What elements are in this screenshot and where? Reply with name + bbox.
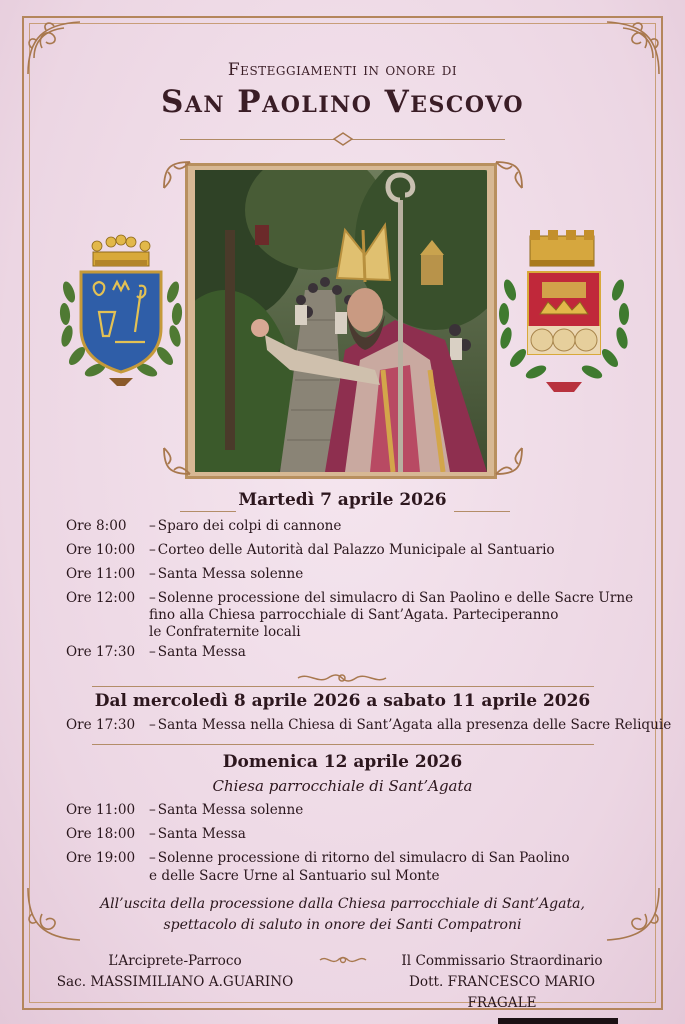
schedule-row <box>66 717 671 734</box>
event-description: Sparo dei colpi di cannone <box>157 518 342 534</box>
day1-title: Martedì 7 aprile 2026 <box>238 490 447 510</box>
event-time: Ore 18:00 <box>66 826 136 842</box>
schedule-row <box>66 826 246 843</box>
schedule-row <box>66 802 303 819</box>
divider <box>92 686 594 687</box>
event-description: Corteo delle Autorità dal Palazzo Municipale al Santuario <box>157 542 555 558</box>
frame-ornament-icon <box>160 158 194 192</box>
schedule-row <box>66 542 555 559</box>
day2-title: Dal mercoledì 8 aprile 2026 a sabato 11 aprile 2026 <box>94 691 591 711</box>
event-description: Santa Messa <box>157 644 246 660</box>
event-description: Solenne processione di ritorno del simulacro di San Paolino <box>157 850 570 866</box>
dash: – <box>149 802 156 818</box>
event-description: Santa Messa nella Chiesa di Sant’Agata alla presenza delle Sacre Reliquie <box>157 717 672 733</box>
event-time: Ore 10:00 <box>66 542 136 558</box>
day3-title: Domenica 12 aprile 2026 <box>222 752 463 772</box>
event-description-continued: le Confraternite locali <box>149 624 301 640</box>
dash: – <box>149 542 156 558</box>
dash: – <box>149 566 156 582</box>
dash: – <box>149 826 156 842</box>
frame-ornament-icon <box>492 158 526 192</box>
signature-name: Dott. FRANCESCO MARIO FRAGALE <box>408 974 596 1011</box>
event-time: Ore 11:00 <box>66 566 136 582</box>
signature-role: Il Commissario Straordinario <box>401 953 603 969</box>
signature-role: L’Arciprete-Parroco <box>108 953 242 969</box>
schedule-row <box>66 518 341 535</box>
schedule-row <box>66 850 570 867</box>
dash: – <box>149 518 156 534</box>
event-time: Ore 17:30 <box>66 717 136 733</box>
schedule-row <box>66 644 246 661</box>
header-subtitle: Festeggiamenti in onore di <box>227 60 458 80</box>
event-description: Solenne processione del simulacro di San Paolino e delle Sacre Urne <box>157 590 634 606</box>
dash: – <box>149 644 156 660</box>
event-time: Ore 8:00 <box>66 518 127 534</box>
right-coat-of-arms-icon <box>496 230 632 398</box>
divider <box>92 744 594 745</box>
bottom-edge-bar <box>498 1018 618 1024</box>
diamond-ornament-icon <box>332 132 354 146</box>
saint-procession-photo <box>195 170 487 472</box>
event-time: Ore 12:00 <box>66 590 136 606</box>
signature-left <box>55 951 295 993</box>
dash: – <box>149 590 156 606</box>
signature-name: Sac. MASSIMILIANO A.GUARINO <box>56 974 294 990</box>
event-description: Santa Messa solenne <box>157 802 304 818</box>
event-description-continued: e delle Sacre Urne al Santuario sul Monte <box>149 868 440 884</box>
scroll-ornament-icon <box>318 953 368 967</box>
frame-ornament-icon <box>492 444 526 478</box>
dash: – <box>149 850 156 866</box>
closing-note-line1: All’uscita della processione dalla Chiesa parrocchiale di Sant’Agata, <box>100 896 585 912</box>
frame-ornament-icon <box>160 444 194 478</box>
event-time: Ore 19:00 <box>66 850 136 866</box>
event-time: Ore 17:30 <box>66 644 136 660</box>
left-coat-of-arms-icon <box>55 232 187 396</box>
event-description: Santa Messa solenne <box>157 566 304 582</box>
event-time: Ore 11:00 <box>66 802 136 818</box>
schedule-row <box>66 590 633 607</box>
event-description-continued: fino alla Chiesa parrocchiale di Sant’Agata. Parteciperanno <box>149 607 559 623</box>
schedule-row <box>66 566 303 583</box>
closing-note-line2: spettacolo di saluto in onore dei Santi Compatroni <box>163 917 522 933</box>
divider <box>454 511 510 512</box>
day3-location: Chiesa parrocchiale di Sant’Agata <box>212 777 473 795</box>
event-description: Santa Messa <box>157 826 246 842</box>
page-title: San Paolino Vescovo <box>160 84 525 120</box>
scroll-ornament-icon <box>296 670 388 686</box>
dash: – <box>149 717 156 733</box>
divider <box>180 511 236 512</box>
signature-right <box>382 951 622 1014</box>
